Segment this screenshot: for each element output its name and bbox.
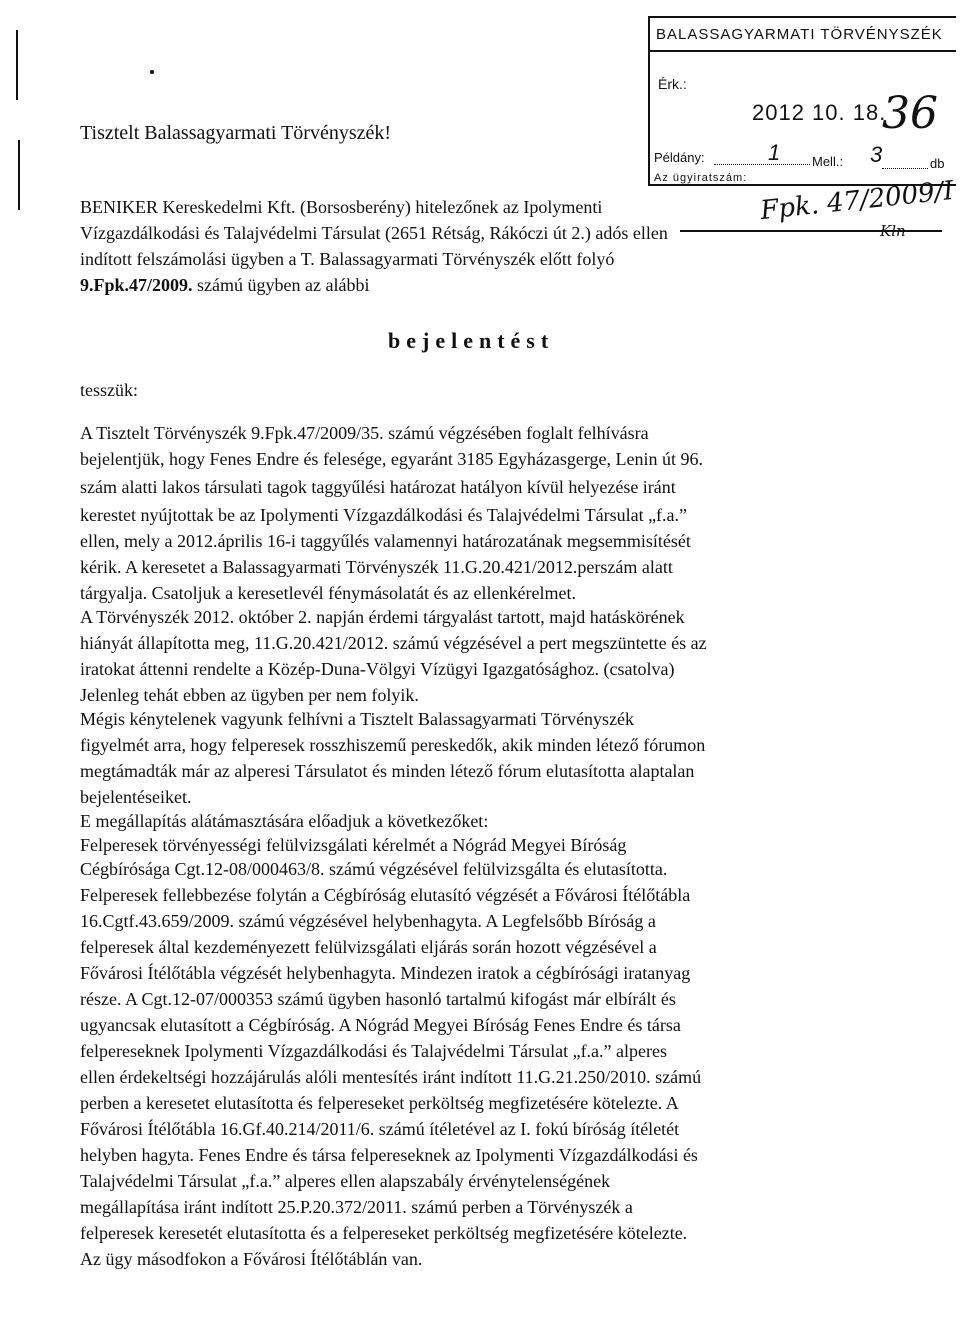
stamp-divider xyxy=(650,50,956,52)
body-line: helyben hagyta. Fenes Endre és társa felpereseknek az Ipolymenti Vízgazdálkodási és xyxy=(80,1145,698,1165)
body-line: perben a keresetet elutasította és felpereseket perköltség megfizetésére kötelezte. A xyxy=(80,1093,679,1113)
stamp-copies-value: 1 xyxy=(768,140,781,165)
tesszuk-label: tesszük: xyxy=(80,380,138,400)
body-line: Felperesek törvényességi felülvizsgálati kérelmét a Nógrád Megyei Bíróság xyxy=(80,835,627,855)
body-line: megállapítása iránt indított 25.P.20.372/2011. számú perben a Törvényszék a xyxy=(80,1197,633,1217)
body-line: E megállapítás alátámasztására előadjuk a következőket: xyxy=(80,811,489,831)
body-line: része. A Cgt.12-07/000353 számú ügyben hasonló tartalmú kifogást már elbírált és xyxy=(80,989,676,1009)
body-line: kérik. A keresetet a Balassagyarmati Törvényszék 11.G.20.421/2012.perszám alatt xyxy=(80,557,673,577)
margin-mark-middle xyxy=(18,140,20,210)
stamp-case-number-label: Az ügyiratszám: xyxy=(654,172,748,184)
body-line: kerestet nyújtottak be az Ipolymenti Vízgazdálkodási és Talajvédelmi Társulat „f.a.” xyxy=(80,505,688,525)
document-title: bejelentést xyxy=(388,328,555,353)
stamp-attachments-line xyxy=(882,168,928,169)
intro-line-2: Vízgazdálkodási és Talajvédelmi Társulat (2651 Rétság, Rákóczi út 2.) adós ellen xyxy=(80,223,668,243)
body-line: Felperesek fellebbezése folytán a Cégbíróság elutasító végzését a Fővárosi Ítélőtábla xyxy=(80,885,691,905)
stamp-copies-label: Példány: xyxy=(654,150,705,165)
body-line: ellen, mely a 2012.április 16-i taggyűlés valamennyi határozatának megsemmisítését xyxy=(80,531,691,551)
body-line: felperesek által kezdeményezett felülvizsgálati eljárás során hozott végzésével a xyxy=(80,937,657,957)
stamp-copies-line xyxy=(714,164,810,165)
body-line: Cégbírósága Cgt.12-08/000463/8. számú végzésével felülvizsgálta és elutasította. xyxy=(80,859,668,879)
margin-mark-top xyxy=(16,30,18,100)
body-line: A Törvényszék 2012. október 2. napján érdemi tárgyalást tartott, majd hatáskörének xyxy=(80,607,685,627)
body-line: bejelentjük, hogy Fenes Endre és felesége, egyaránt 3185 Egyházasgerge, Lenin út 96. xyxy=(80,449,703,469)
body-line: Fővárosi Ítélőtábla 16.Gf.40.214/2011/6. számú ítéletével az I. fokú bíróság ítéletét xyxy=(80,1119,680,1139)
body-line: hiányát állapította meg, 11.G.20.421/2012. számú végzésével a pert megszüntette és az xyxy=(80,633,707,653)
body-line: felpereseknek Ipolymenti Vízgazdálkodási és Talajvédelmi Társulat „f.a.” alperes xyxy=(80,1041,668,1061)
body-line: megtámadták már az alperesi Társulatot és minden létező fórum elutasította alaptalan xyxy=(80,761,695,781)
stamp-received-label: Érk.: xyxy=(658,76,687,92)
stamp-attachments-label: Mell.: xyxy=(812,154,844,169)
intro-line-3: indított felszámolási ügyben a T. Balassagyarmati Törvényszék előtt folyó xyxy=(80,249,615,269)
case-reference-number: 9.Fpk.47/2009. xyxy=(80,275,193,295)
received-stamp xyxy=(648,16,956,186)
body-line: felperesek keresetét elutasította és a felpereseket perköltség megfizetésére kötelezte. xyxy=(80,1223,688,1243)
body-line: Jelenleg tehát ebben az ügyben per nem folyik. xyxy=(80,685,419,705)
body-line: Talajvédelmi Társulat „f.a.” alperes ellen alapszabály érvénytelenségének xyxy=(80,1171,611,1191)
case-reference-line xyxy=(80,274,369,296)
body-line: A Tisztelt Törvényszék 9.Fpk.47/2009/35. számú végzésében foglalt felhívásra xyxy=(80,423,649,443)
handwritten-initials: Kln xyxy=(880,222,906,240)
body-line: ugyancsak elutasított a Cégbíróság. A Nógrád Megyei Bíróság Fenes Endre és társa xyxy=(80,1015,681,1035)
stamp-court-name: BALASSAGYARMATI TÖRVÉNYSZÉK xyxy=(656,26,943,43)
intro-line-1: BENIKER Kereskedelmi Kft. (Borsosberény) hitelezőnek az Ipolymenti xyxy=(80,197,603,217)
body-line: ellen érdekeltségi hozzájárulás alóli mentesítés iránt indított 11.G.21.250/2010. számú xyxy=(80,1067,702,1087)
body-line: 16.Cgtf.43.659/2009. számú végzésével helybenhagyta. A Legfelsőbb Bíróság a xyxy=(80,911,656,931)
body-line: iratokat áttenni rendelte a Közép-Duna-Völgyi Vízügyi Igazgatósághoz. (csatolva) xyxy=(80,659,675,679)
body-line: Az ügy másodfokon a Fővárosi Ítélőtáblán van. xyxy=(80,1249,423,1269)
case-reference-rest: számú ügyben az alábbi xyxy=(192,275,370,295)
strikethrough-line xyxy=(680,230,942,232)
margin-dot xyxy=(150,70,154,74)
body-line: szám alatti lakos társulati tagok taggyűlési határozat hatályon kívül helyezése iránt xyxy=(80,477,676,497)
letter-greeting: Tisztelt Balassagyarmati Törvényszék! xyxy=(80,122,392,144)
stamp-number: 36 xyxy=(882,88,938,139)
stamp-unit: db xyxy=(930,156,945,171)
body-line: figyelmét arra, hogy felperesek rosszhiszemű pereskedők, akik minden létező fórumon xyxy=(80,735,706,755)
body-line: Fővárosi Ítélőtábla végzését helybenhagyta. Mindezen iratok a cégbírósági iratanyag xyxy=(80,963,691,983)
stamp-attachments-value: 3 xyxy=(870,142,883,167)
body-line: Mégis kénytelenek vagyunk felhívni a Tisztelt Balassagyarmati Törvényszék xyxy=(80,709,635,729)
body-line: tárgyalja. Csatoljuk a keresetlevél fénymásolatát és az ellenkérelmet. xyxy=(80,583,576,603)
body-line: bejelentéseiket. xyxy=(80,787,192,807)
handwritten-case-ref: Fpk. 47/2009/I xyxy=(758,175,956,227)
stamp-date: 2012 10. 18. xyxy=(752,100,887,125)
